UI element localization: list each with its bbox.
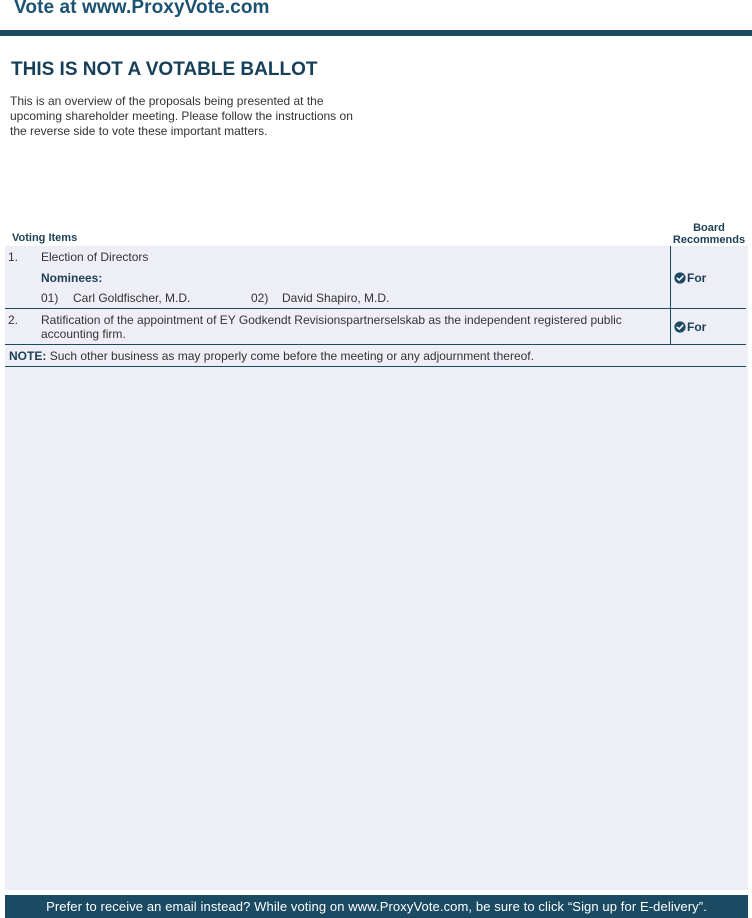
nominee-number: 02)	[251, 291, 269, 305]
board-recommendation	[674, 320, 706, 334]
item-divider	[5, 344, 746, 345]
board-header-line2: Recommends	[672, 234, 746, 246]
ballot-panel	[5, 246, 748, 890]
item-title-line: Ratification of the appointment of EY Godkendt Revisionspartnerselskab as the independent registered public	[41, 313, 622, 327]
check-circle-icon	[674, 321, 686, 333]
page-title: THIS IS NOT A VOTABLE BALLOT	[11, 59, 318, 80]
item-title	[41, 313, 622, 341]
note-text: Such other business as may properly come before the meeting or any adjournment thereof.	[49, 349, 534, 363]
voting-items-header: Voting Items	[12, 232, 78, 244]
item-number: 1.	[8, 250, 19, 264]
nominees-label: Nominees:	[41, 271, 103, 285]
intro-line: the reverse side to vote these important matters.	[10, 124, 268, 138]
nominee-name: Carl Goldfischer, M.D.	[73, 291, 191, 305]
item-title-line: accounting firm.	[41, 327, 126, 341]
item-number: 2.	[8, 313, 19, 327]
board-recommends-header	[670, 222, 748, 246]
check-circle-icon	[674, 272, 686, 284]
recommendation-text: For	[687, 271, 707, 285]
board-recommendation	[674, 271, 706, 285]
header-vote-link[interactable]: Vote at www.ProxyVote.com	[14, 0, 270, 18]
header-divider	[0, 30, 752, 36]
item-title: Election of Directors	[41, 250, 149, 264]
note-divider	[5, 366, 746, 367]
board-header-line1: Board	[693, 222, 725, 234]
note-label: NOTE:	[9, 349, 47, 363]
nominee-number: 01)	[41, 291, 59, 305]
recommendation-text: For	[687, 320, 707, 334]
nominee-name: David Shapiro, M.D.	[282, 291, 390, 305]
footer-edelivery-banner: Prefer to receive an email instead? While voting on www.ProxyVote.com, be sure to click “Sign up for E-delivery”.	[5, 895, 748, 918]
intro-text	[10, 94, 370, 139]
item-divider	[5, 308, 746, 309]
recommendation-column-divider	[670, 246, 671, 345]
intro-line: upcoming shareholder meeting. Please follow the instructions on	[10, 109, 353, 123]
note-row	[9, 349, 534, 363]
intro-line: This is an overview of the proposals being presented at the	[10, 94, 324, 108]
